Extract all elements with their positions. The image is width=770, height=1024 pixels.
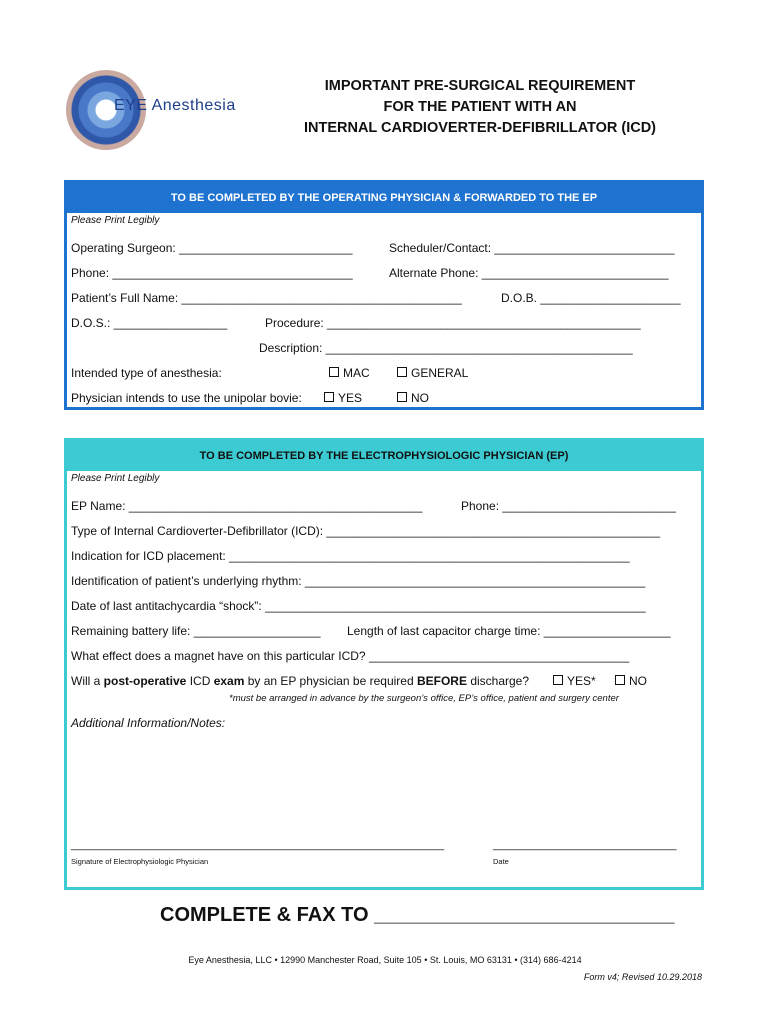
ep-physician-section [64, 438, 704, 890]
checkbox-icon [553, 675, 563, 685]
no-label: NO [411, 391, 429, 405]
page-title [260, 76, 700, 139]
bovie-yes-checkbox[interactable] [324, 391, 362, 405]
mac-checkbox[interactable] [329, 366, 370, 380]
general-label: GENERAL [411, 366, 469, 380]
operating-physician-section [64, 180, 704, 410]
signature-line[interactable]: _____________________________________________________________ [71, 839, 445, 851]
checkbox-icon [329, 367, 339, 377]
fax-instruction: COMPLETE & FAX TO ___________________________ [160, 904, 675, 926]
date-line[interactable]: ______________________________ [493, 839, 677, 851]
form-revision: Form v4; Revised 10.29.2018 [583, 972, 702, 982]
rhythm-field[interactable]: Identification of patient’s underlying rhythm: ___________________________________________________ [71, 574, 646, 588]
logo [66, 70, 246, 150]
date-label: Date [493, 857, 509, 866]
footer-address: Eye Anesthesia, LLC • 12990 Manchester Road, Suite 105 • St. Louis, MO 63131 • (314) 686-4214 [188, 955, 582, 965]
checkbox-icon [397, 392, 407, 402]
scheduler-field[interactable]: Scheduler/Contact: ___________________________ [389, 241, 675, 255]
description-field[interactable]: Description: ______________________________________________ [259, 341, 633, 355]
title-line-2: FOR THE PATIENT WITH AN [383, 99, 577, 115]
postop-no-checkbox[interactable] [615, 674, 647, 688]
bovie-label: Physician intends to use the unipolar bovie: [71, 391, 302, 405]
section2-print-note: Please Print Legibly [71, 473, 160, 484]
dos-field[interactable]: D.O.S.: _________________ [71, 316, 228, 330]
bovie-no-checkbox[interactable] [397, 391, 429, 405]
no-label: NO [629, 674, 647, 688]
postop-question: Will a post-operative ICD exam by an EP physician be required BEFORE discharge? [71, 674, 530, 688]
dob-field[interactable]: D.O.B. _____________________ [501, 291, 681, 305]
procedure-field[interactable]: Procedure: _______________________________________________ [265, 316, 641, 330]
section2-header: TO BE COMPLETED BY THE ELECTROPHYSIOLOGIC PHYSICIAN (EP) [67, 441, 701, 471]
signature-label: Signature of Electrophysiologic Physician [71, 857, 209, 866]
icd-type-field[interactable]: Type of Internal Cardioverter-Defibrillator (ICD): __________________________________________________ [71, 524, 661, 538]
capacitor-field[interactable]: Length of last capacitor charge time: ___________________ [347, 624, 671, 638]
checkbox-icon [397, 367, 407, 377]
ep-name-field[interactable]: EP Name: ____________________________________________ [71, 499, 423, 513]
checkbox-icon [615, 675, 625, 685]
phone-field[interactable]: Phone: ____________________________________ [71, 266, 353, 280]
section1-print-note: Please Print Legibly [71, 215, 160, 226]
patient-name-field[interactable]: Patient’s Full Name: __________________________________________ [71, 291, 462, 305]
yes-label: YES* [567, 674, 596, 688]
general-checkbox[interactable] [397, 366, 468, 380]
indication-field[interactable]: Indication for ICD placement: ____________________________________________________________ [71, 549, 630, 563]
notes-label: Additional Information/Notes: [71, 716, 226, 730]
anesthesia-label: Intended type of anesthesia: [71, 366, 222, 380]
section1-header: TO BE COMPLETED BY THE OPERATING PHYSICIAN & FORWARDED TO THE EP [67, 183, 701, 213]
surgeon-field[interactable]: Operating Surgeon: __________________________ [71, 241, 353, 255]
logo-text: EYE Anesthesia [114, 97, 236, 114]
battery-field[interactable]: Remaining battery life: ___________________ [71, 624, 321, 638]
postop-footnote: *must be arranged in advance by the surgeon’s office, EP’s office, patient and surgery center [229, 693, 619, 704]
mac-label: MAC [343, 366, 370, 380]
checkbox-icon [324, 392, 334, 402]
ep-phone-field[interactable]: Phone: __________________________ [461, 499, 676, 513]
magnet-field[interactable]: What effect does a magnet have on this particular ICD? _______________________________________ [71, 649, 630, 663]
postop-yes-checkbox[interactable] [553, 674, 596, 688]
alt-phone-field[interactable]: Alternate Phone: ____________________________ [389, 266, 669, 280]
title-line-3: INTERNAL CARDIOVERTER-DEFIBRILLATOR (ICD) [303, 120, 656, 136]
shock-field[interactable]: Date of last antitachycardia “shock”: _________________________________________________________ [71, 599, 646, 613]
title-line-1: IMPORTANT PRE-SURGICAL REQUIREMENT [324, 78, 636, 94]
yes-label: YES [338, 391, 363, 405]
